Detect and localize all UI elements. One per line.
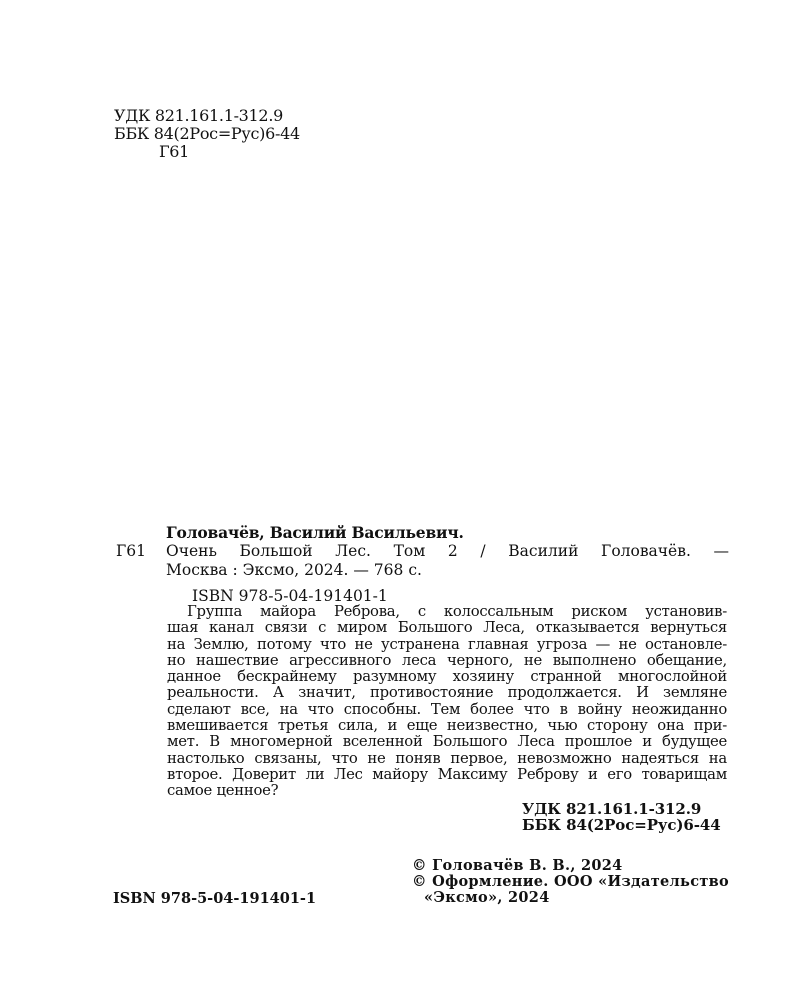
annotation-line: сделают все, на что способны. Тем более что в войну неожиданно <box>167 700 727 718</box>
annotation-paragraph <box>167 604 727 800</box>
annotation-line: самое ценное? <box>167 782 279 800</box>
card-author-heading: Головачёв, Василий Васильевич. <box>166 523 464 542</box>
annotation-line: второе. Доверит ли Лес майору Максиму Реброву и его товарищам <box>167 765 727 783</box>
annotation-line: вмешивается третья сила, и еще неизвестно, чью сторону она при- <box>167 717 727 735</box>
copyright-author: © Головачёв В. В., 2024 <box>412 857 623 874</box>
top-udk: УДК 821.161.1-312.9 <box>114 106 283 125</box>
card-publication-line: Москва : Эксмо, 2024. — 768 с. <box>166 561 422 579</box>
annotation-line: данное бескрайнему разумному хозяину странной многослойной <box>167 668 727 686</box>
top-bbk: ББК 84(2Рос=Рус)6-44 <box>114 124 300 143</box>
footer-isbn: ISBN 978-5-04-191401-1 <box>113 890 317 907</box>
annotation-line: мет. В многомерной вселенной Большого Леса прошлое и будущее <box>167 733 727 751</box>
copyright-design-publisher: «Эксмо», 2024 <box>424 889 550 906</box>
card-bbk: ББК 84(2Рос=Рус)6-44 <box>522 816 721 834</box>
annotation-line: шая канал связи с миром Большого Леса, отказывается вернуться <box>167 619 727 637</box>
annotation-line: Группа майора Реброва, с колоссальным риском установив- <box>187 603 727 620</box>
annotation-line: настолько связаны, что не поняв первое, невозможно надеяться на <box>167 749 727 767</box>
copyright-design-line: © Оформление. ООО «Издательство <box>412 873 729 890</box>
annotation-line: на Землю, потому что не устранена главная угроза — не остановле- <box>167 635 727 653</box>
top-author-mark: Г61 <box>159 142 190 161</box>
card-udk: УДК 821.161.1-312.9 <box>522 800 702 818</box>
card-bibliographic-description <box>166 542 729 580</box>
annotation-line: но нашествие агрессивного леса черного, не выполнено обещание, <box>167 651 727 669</box>
card-author-mark: Г61 <box>116 542 146 560</box>
annotation-line: реальности. А значит, противостояние продолжается. И земляне <box>167 684 727 702</box>
card-title-line: Очень Большой Лес. Том 2 / Василий Головачёв. — <box>166 542 729 560</box>
card-isbn: ISBN 978-5-04-191401-1 <box>192 587 388 605</box>
